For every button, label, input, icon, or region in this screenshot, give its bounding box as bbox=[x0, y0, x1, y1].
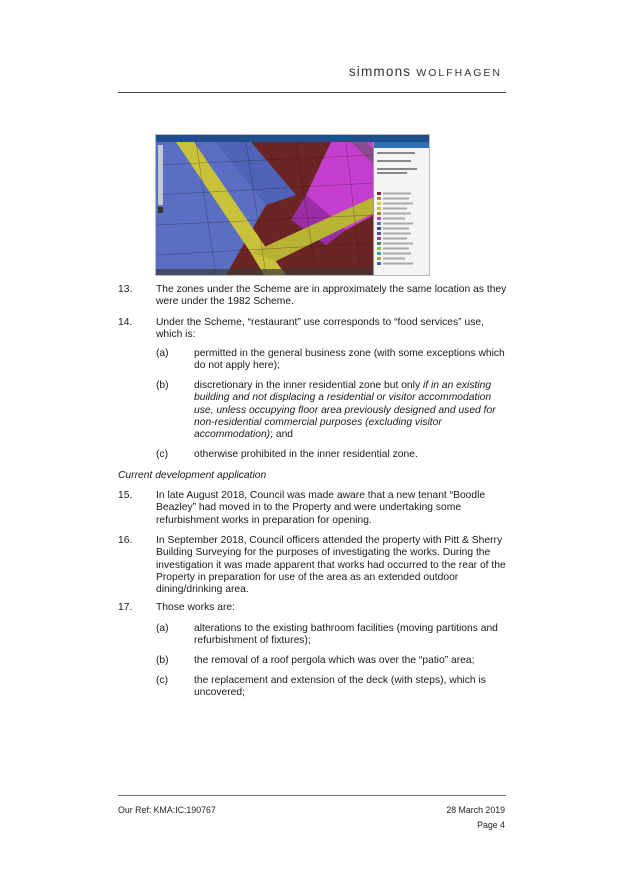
firm-logo bbox=[349, 64, 502, 79]
paragraph-number: 17. bbox=[118, 602, 133, 613]
paragraph-text: In September 2018, Council officers attended the property with Pitt & Sherry Building Surveying for the purposes of investigating the works. During the investigation it was made apparent that works had occurred to the rear of the Property in preparation for use of the area as an extended outdoor dining/drinking area. bbox=[156, 535, 506, 596]
section-heading: Current development application bbox=[118, 470, 267, 481]
zoning-map-image bbox=[155, 134, 430, 276]
paragraph-number: 16. bbox=[118, 535, 133, 546]
paragraph-number: 15. bbox=[118, 490, 133, 501]
footer-rule bbox=[118, 795, 506, 796]
paragraph-text: Those works are: bbox=[156, 602, 235, 613]
list-text: alterations to the existing bathroom facilities (moving partitions and refurbishment of fixtures); bbox=[194, 623, 498, 647]
list-label: (a) bbox=[156, 348, 169, 359]
paragraph-number: 13. bbox=[118, 284, 133, 295]
list-text: otherwise prohibited in the inner residential zone. bbox=[194, 449, 418, 460]
paragraph-text: In late August 2018, Council was made aware that a new tenant “Boodle Beazley” had moved in to the Property and were undertaking some refurbishment works in preparation for opening. bbox=[156, 490, 486, 526]
paragraph-text: The zones under the Scheme are in approximately the same location as they were under the 1982 Scheme. bbox=[156, 284, 507, 308]
list-label: (b) bbox=[156, 655, 169, 666]
page-number: Page 4 bbox=[477, 820, 505, 830]
footer-date: 28 March 2019 bbox=[446, 805, 505, 815]
list-label: (c) bbox=[156, 675, 169, 686]
map-legend-panel bbox=[373, 142, 429, 275]
brand-name-1: simmons bbox=[348, 64, 412, 79]
list-text: discretionary in the inner residential zone but only if in an existing building and not displacing a residential or visitor accommodation use, unless occupying floor area previously designed and used for non-residential commercial purposes (excluding visitor accommodation); and bbox=[194, 380, 496, 441]
map-toolbar bbox=[156, 135, 429, 142]
list-text: the removal of a roof pergola which was over the “patio” area; bbox=[194, 655, 475, 666]
paragraph-text: Under the Scheme, “restaurant” use corresponds to “food services” use, which is: bbox=[156, 317, 484, 341]
list-text: the replacement and extension of the deck (with steps), which is uncovered; bbox=[194, 675, 486, 699]
list-label: (c) bbox=[156, 449, 169, 460]
brand-name-2: WOLFHAGEN bbox=[416, 67, 502, 79]
list-text: permitted in the general business zone (with some exceptions which do not apply here); bbox=[194, 348, 505, 372]
header-rule bbox=[118, 92, 506, 93]
list-label: (b) bbox=[156, 380, 169, 391]
footer-reference: Our Ref: KMA:IC:190767 bbox=[118, 805, 216, 815]
paragraph-number: 14. bbox=[118, 317, 133, 328]
list-label: (a) bbox=[156, 623, 169, 634]
